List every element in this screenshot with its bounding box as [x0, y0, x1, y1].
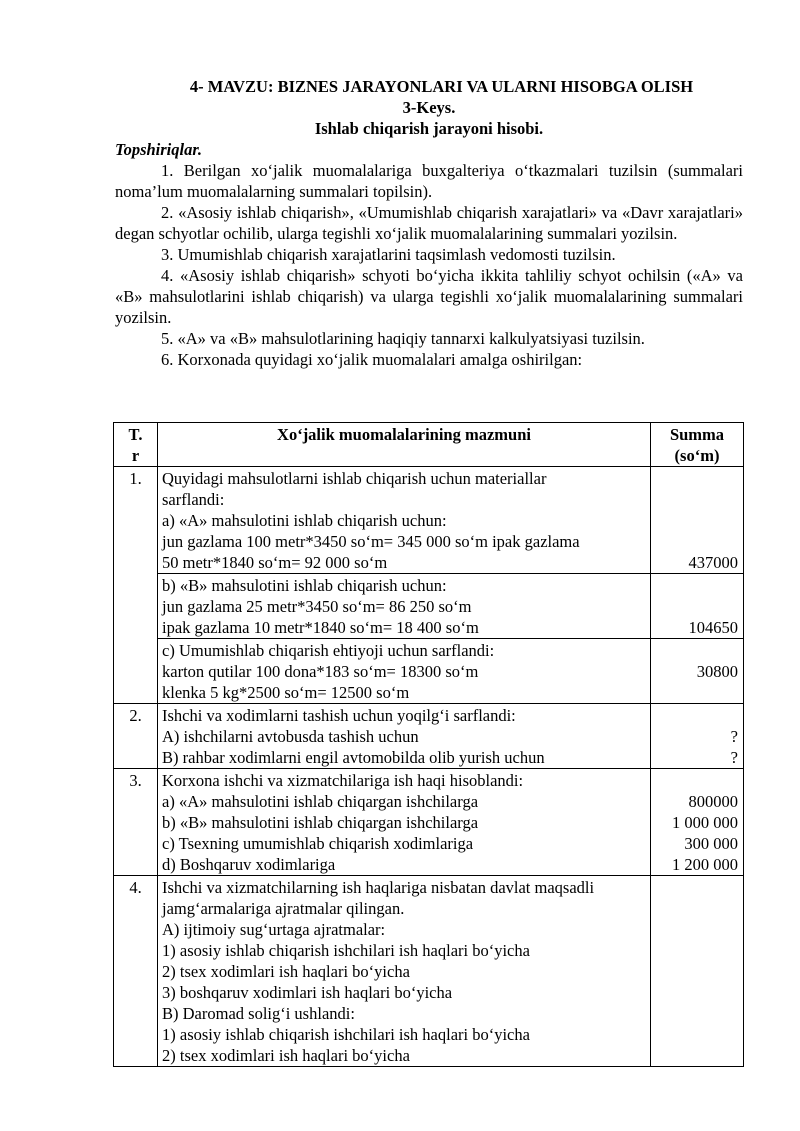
row-sum: 437000: [651, 467, 744, 574]
row-content-line: c) Tsexning umumishlab chiqarish xodimlariga: [162, 834, 474, 853]
row-sum: [651, 876, 744, 1067]
task-item: 2. «Asosiy ishlab chiqarish», «Umumishlab chiqarish xarajatlari» va «Davr xarajatlari» degan schyotlar ochilib, ularga tegishli xo‘jalik muomalalarining summalari yozilsin.: [115, 203, 743, 243]
row-content-line: jun gazlama 25 metr*3450 so‘m= 86 250 so‘m: [162, 597, 472, 616]
tasks-heading: Topshiriqlar.: [115, 140, 202, 159]
table-row: [114, 574, 744, 639]
row-content-line: sarflandi:: [162, 490, 225, 509]
row-content-line: 1) asosiy ishlab chiqarish ishchilari ish haqlari bo‘yicha: [162, 1025, 530, 1044]
row-content-line: 50 metr*1840 so‘m= 92 000 so‘m: [162, 553, 388, 572]
row-content-line: 2) tsex xodimlari ish haqlari bo‘yicha: [162, 962, 410, 981]
row-content-line: 2) tsex xodimlari ish haqlari bo‘yicha: [162, 1046, 410, 1065]
row-content-line: Quyidagi mahsulotlarni ishlab chiqarish uchun materiallar: [162, 469, 547, 488]
row-content: [158, 876, 651, 1067]
row-content-line: klenka 5 kg*2500 so‘m= 12500 so‘m: [162, 683, 410, 702]
row-content: [158, 574, 651, 639]
row-content-line: B) Daromad solig‘i ushlandi:: [162, 1004, 355, 1023]
row-content: [158, 769, 651, 876]
row-content-line: Ishchi va xizmatchilarning ish haqlariga nisbatan davlat maqsadli: [162, 878, 595, 897]
document-subtitle: Ishlab chiqarish jarayoni hisobi.: [314, 119, 544, 138]
table-row: [114, 769, 744, 876]
row-sum-line: 1 200 000: [672, 855, 738, 874]
row-sum-line: ?: [730, 727, 738, 746]
header-number: [114, 423, 158, 467]
row-sum-line: 300 000: [684, 834, 738, 853]
row-content: [158, 639, 651, 704]
task-item: 3. Umumishlab chiqarish xarajatlarini taqsimlash vedomosti tuzilsin.: [161, 245, 616, 264]
header-sum-line: Summa: [669, 425, 725, 444]
row-content-line: a) «A» mahsulotini ishlab chiqargan ishchilarga: [162, 792, 479, 811]
header-number-line: T.: [128, 425, 143, 444]
task-item: 6. Korxonada quyidagi xo‘jalik muomalalari amalga oshirilgan:: [161, 350, 583, 369]
header-number-line: r: [131, 446, 140, 465]
header-content: Xo‘jalik muomalalarining mazmuni: [158, 423, 651, 467]
row-content-line: A) ishchilarni avtobusda tashish uchun: [162, 727, 419, 746]
row-sum: 104650: [651, 574, 744, 639]
row-number: 3.: [114, 769, 158, 876]
row-sum-line: [655, 770, 738, 791]
task-item: 1. Berilgan xo‘jalik muomalalariga buxgalteriya o‘tkazmalari tuzilsin (summalari noma’lum muomalalarning summalari topilsin).: [115, 161, 743, 201]
row-content-line: A) ijtimoiy sug‘urtaga ajratmalar:: [162, 920, 386, 939]
row-number: 4.: [114, 876, 158, 1067]
row-sum: [651, 704, 744, 769]
case-number: 3-Keys.: [402, 98, 456, 117]
row-content-line: Ishchi va xodimlarni tashish uchun yoqilg‘i sarflandi:: [162, 706, 516, 725]
row-content-line: b) «B» mahsulotini ishlab chiqargan ishchilarga: [162, 813, 479, 832]
row-content-line: jun gazlama 100 metr*3450 so‘m= 345 000 so‘m ipak gazlama: [162, 532, 580, 551]
row-content-line: Korxona ishchi va xizmatchilariga ish haqi hisoblandi:: [162, 771, 524, 790]
row-number: 2.: [114, 704, 158, 769]
document-title: 4- MAVZU: BIZNES JARAYONLARI VA ULARNI HISOBGA OLISH: [189, 77, 694, 96]
row-content: [158, 704, 651, 769]
row-sum-line: 1 000 000: [672, 813, 738, 832]
row-content-line: b) «B» mahsulotini ishlab chiqarish uchun:: [162, 576, 447, 595]
header-sum-line: (so‘m): [674, 446, 720, 465]
row-content-line: ipak gazlama 10 metr*1840 so‘m= 18 400 so‘m: [162, 618, 479, 637]
row-sum-line: 800000: [688, 792, 738, 811]
row-number: 1.: [114, 467, 158, 704]
table-header-row: [114, 423, 744, 467]
task-item: 4. «Asosiy ishlab chiqarish» schyoti bo‘yicha ikkita tahliliy schyot ochilsin («A» va «B» mahsulotlarini ishlab chiqarish) va ularga tegishli xo‘jalik muomalalarining summalari yozilsin.: [115, 266, 743, 327]
row-content-line: jamg‘armalariga ajratmalar qilingan.: [162, 899, 405, 918]
document-body: [115, 76, 743, 370]
row-content-line: karton qutilar 100 dona*183 so‘m= 18300 so‘m: [162, 662, 479, 681]
header-sum: [651, 423, 744, 467]
table-row: [114, 467, 744, 574]
row-sum: [651, 769, 744, 876]
row-content-line: a) «A» mahsulotini ishlab chiqarish uchun:: [162, 511, 447, 530]
row-content-line: d) Boshqaruv xodimlariga: [162, 855, 336, 874]
row-sum: 30800: [651, 639, 744, 704]
row-sum-line: [655, 705, 738, 726]
table-row: [114, 704, 744, 769]
row-content-line: 3) boshqaruv xodimlari ish haqlari bo‘yicha: [162, 983, 453, 1002]
row-sum-line: ?: [730, 748, 738, 767]
row-content: [158, 467, 651, 574]
table-row: [114, 876, 744, 1067]
table-row: [114, 639, 744, 704]
row-content-line: 1) asosiy ishlab chiqarish ishchilari ish haqlari bo‘yicha: [162, 941, 530, 960]
transactions-table: [113, 422, 744, 1067]
row-content-line: B) rahbar xodimlarni engil avtomobilda olib yurish uchun: [162, 748, 545, 767]
task-item: 5. «A» va «B» mahsulotlarining haqiqiy tannarxi kalkulyatsiyasi tuzilsin.: [161, 329, 645, 348]
row-content-line: c) Umumishlab chiqarish ehtiyoji uchun sarflandi:: [162, 641, 495, 660]
